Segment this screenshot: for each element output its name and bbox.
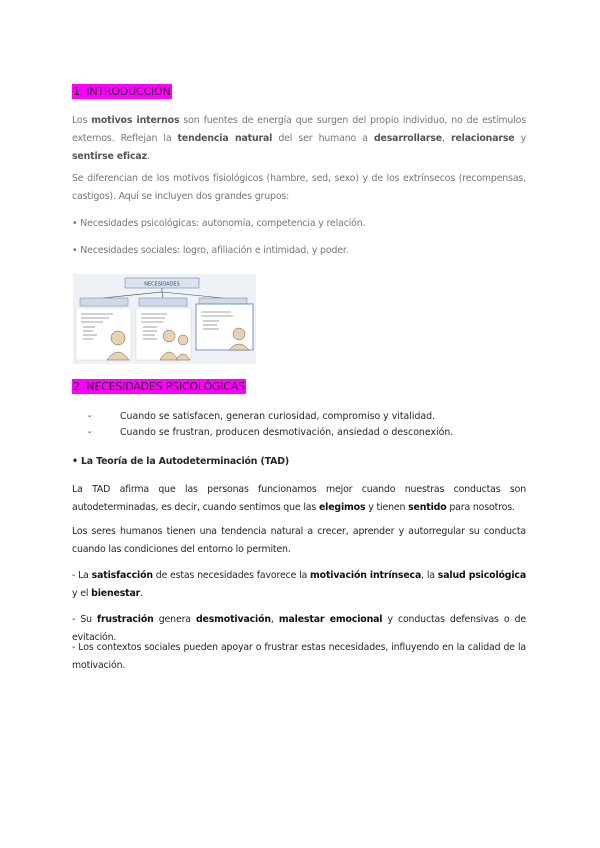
list-item	[88, 409, 528, 425]
tad-paragraph-2: Los seres humanos tienen una tendencia natural a crecer, aprender y autorregular su conducta cuando las condiciones del entorno lo permiten.	[72, 526, 526, 555]
text-run: para nosotros.	[446, 502, 515, 513]
tad-paragraph-5: - Los contextos sociales pueden apoyar o frustrar estas necesidades, influyendo en la calidad de la motivación.	[72, 642, 526, 671]
text-run: , la	[421, 570, 438, 581]
list-item-text: Cuando se satisfacen, generan curiosidad, compromiso y vitalidad.	[120, 411, 436, 422]
text-run: - La	[72, 570, 92, 581]
text-run: del ser humano a	[272, 133, 374, 144]
text-run: son fuentes de energía que surgen del propio individuo, no de estímulos externos. Reflejan la	[72, 115, 526, 144]
bold-run: tendencia natural	[177, 133, 273, 144]
text-run: .	[146, 151, 150, 162]
bold-run: satisfacción	[91, 570, 153, 581]
bold-run: desmotivación	[195, 614, 271, 625]
text-run: y conductas defensivas o de evitación.	[72, 614, 526, 643]
needs-diagram-image	[73, 274, 256, 364]
list-dash: -	[88, 411, 92, 422]
text-run: La TAD afirma que las personas funcionamos mejor cuando nuestras conductas son autodeterminadas, es decir, cuando sentimos que las	[72, 484, 526, 513]
diagram-box-middle	[139, 298, 187, 306]
bold-run: bienestar	[91, 588, 141, 599]
tad-paragraph-3	[72, 567, 526, 603]
intro-paragraph-2: Se diferencian de los motivos fisiológicos (hambre, sed, sexo) y de los extrínsecos (recompensas, castigos). Aquí se incluyen dos grandes grupos:	[72, 173, 526, 202]
text-run: Los	[72, 115, 92, 126]
list-item	[88, 425, 528, 441]
section-heading-introduccion: 1. INTRODUCCIÓN	[73, 85, 171, 98]
bold-run: salud psicológica	[437, 570, 527, 581]
diagram-box-left	[80, 298, 128, 306]
text-run: de estas necesidades favorece la	[152, 570, 311, 581]
bullet-social-needs: • Necesidades sociales: logro, afiliación e intimidad, y poder.	[72, 245, 349, 256]
section-heading-necesidades-psicologicas: 2. NECESIDADES PSICOLÓGICAS	[73, 380, 245, 393]
text-run: ,	[270, 614, 279, 625]
text-run: - Su	[72, 614, 98, 625]
bold-run: sentido	[408, 502, 447, 513]
diagram-panel-right	[196, 304, 253, 350]
text-run: .	[140, 588, 143, 599]
bold-run: elegimos	[318, 502, 366, 513]
bold-run: malestar emocional	[278, 614, 383, 625]
bold-run: frustración	[97, 614, 154, 625]
bold-run: sentirse eficaz	[72, 151, 147, 162]
text-run: y tienen	[365, 502, 409, 513]
bold-run: motivación intrínseca	[310, 570, 422, 581]
tad-subheading: • La Teoría de la Autodeterminación (TAD)	[72, 456, 289, 467]
text-run: y	[514, 133, 527, 144]
diagram-top-label: NECESIDADES	[144, 281, 180, 288]
bold-run: relacionarse	[450, 133, 515, 144]
list-dash: -	[88, 427, 92, 438]
bold-run: motivos internos	[91, 115, 180, 126]
text-run: ,	[442, 133, 451, 144]
tad-paragraph-1	[72, 481, 526, 517]
bold-run: desarrollarse	[373, 133, 443, 144]
text-run: y el	[72, 588, 92, 599]
text-run: genera	[153, 614, 196, 625]
bullet-psychological-needs: • Necesidades psicológicas: autonomía, competencia y relación.	[72, 218, 366, 229]
intro-paragraph-1	[72, 112, 526, 166]
list-item-text: Cuando se frustran, producen desmotivación, ansiedad o desconexión.	[120, 427, 454, 438]
